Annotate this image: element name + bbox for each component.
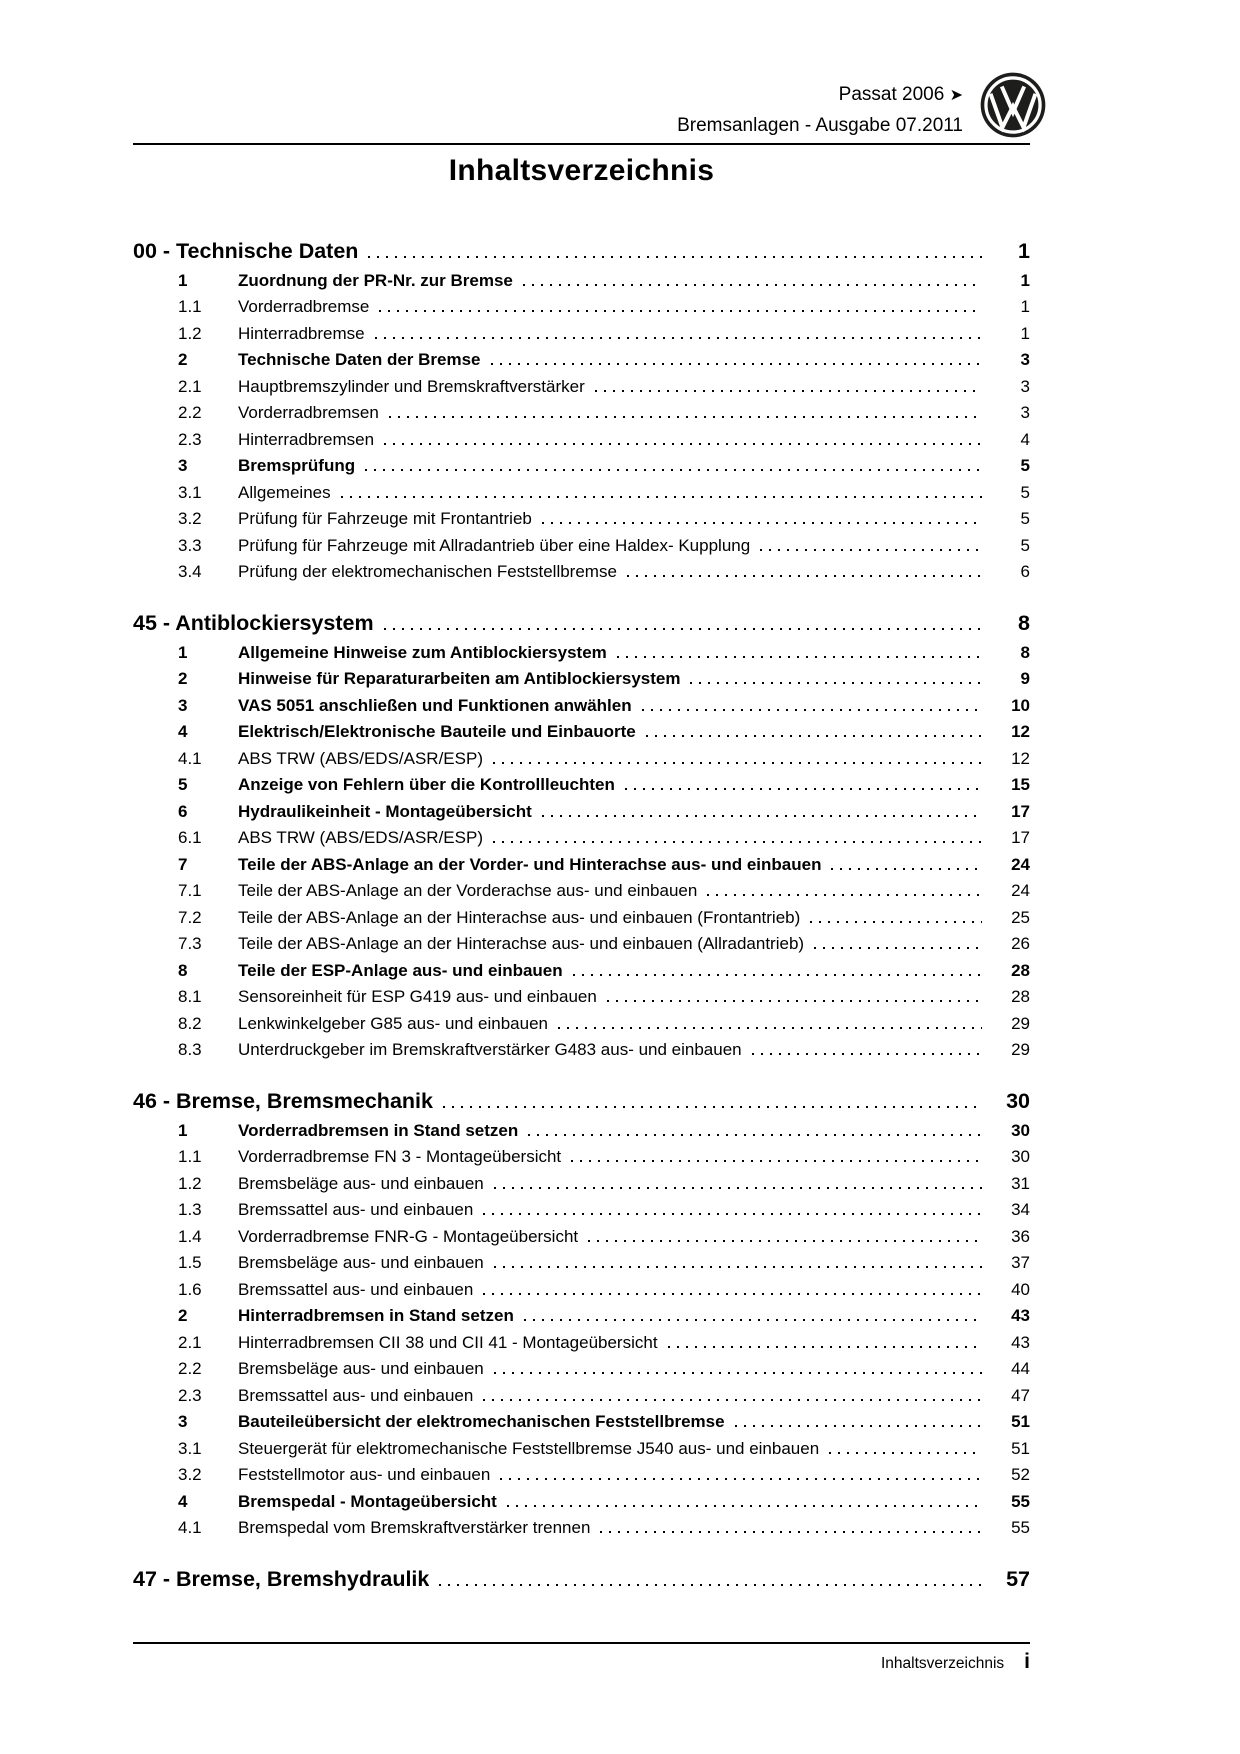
toc-entry-label: Unterdruckgeber im Bremskraftverstärker G483 aus- und einbauen [238,1040,742,1059]
toc-chapter-label: 00 - Technische Daten [133,239,359,263]
leader-dots [617,656,982,658]
leader-dots [558,1027,982,1029]
leader-dots [384,443,982,445]
toc-entry-row [133,822,1030,849]
toc-entry-label: Hinweise für Reparaturarbeiten am Antiblockiersystem [238,669,681,688]
toc-entry-row [133,769,1030,796]
toc-entry-label: Bremspedal vom Bremskraftverstärker trennen [238,1518,591,1537]
leader-dots [571,1160,982,1162]
toc-entry-label: Vorderradbremse FN 3 - Montageübersicht [238,1147,562,1166]
leader-dots [810,921,982,923]
toc-entry-number: 1.1 [178,1147,202,1166]
toc-entry-number: 3.1 [178,1438,202,1458]
toc-entry-row [133,1406,1030,1433]
header-model-line [133,80,963,111]
toc-entry-page: 4 [1020,429,1030,449]
toc-entry-number: 3.1 [178,482,202,502]
toc-entry-number: 8.3 [178,1040,202,1059]
toc-entry-label: Steuergerät für elektromechanische Feststellbremse J540 aus- und einbauen [238,1438,820,1458]
toc-entry-number: 3 [178,456,188,475]
toc-entry-page: 8 [1020,642,1030,662]
leader-dots [625,788,982,790]
toc-entry-number: 4 [178,722,188,741]
toc-entry-page: 31 [1011,1173,1030,1193]
toc-entry-label: Teile der ABS-Anlage an der Vorder- und Hinterachse aus- und einbauen [238,854,822,874]
leader-dots [500,1478,982,1480]
toc-entry-page: 55 [1011,1491,1030,1511]
toc-chapter-page: 30 [1006,1089,1030,1113]
toc-entry-number: 2 [178,669,188,688]
toc-entry-row [133,663,1030,690]
toc-entry-page: 12 [1011,722,1030,741]
toc-chapter-label: 45 - Antiblockiersystem [133,611,374,635]
toc-entry-row [133,689,1030,716]
toc-entry-row [133,875,1030,902]
toc-entry-number: 3.2 [178,1465,202,1484]
toc-entry-page: 5 [1020,535,1030,555]
toc-entry-page: 15 [1011,775,1030,794]
leader-dots [384,628,982,630]
toc-entry-page: 5 [1020,482,1030,502]
toc-entry-label: Bremssattel aus- und einbauen [238,1200,474,1219]
toc-entry-label: Bremsbeläge aus- und einbauen [238,1173,484,1193]
leader-dots [814,947,982,949]
toc-entry-page: 1 [1020,323,1030,343]
toc-entry-page: 52 [1011,1465,1030,1484]
leader-dots [642,709,982,711]
toc-entry-page: 9 [1020,669,1030,688]
toc-entry-row [133,1379,1030,1406]
toc-entry-number: 1 [178,1120,188,1140]
toc-entry-row [133,1141,1030,1168]
toc-entry-label: Vorderradbremse FNR-G - Montageübersicht [238,1226,579,1246]
leader-dots [483,1293,982,1295]
toc-entry-number: 3 [178,1412,188,1431]
leader-dots [507,1505,982,1507]
toc-entry-number: 1.4 [178,1226,202,1246]
toc-entry-row [133,954,1030,981]
toc-entry-label: Vorderradbremse [238,297,370,316]
toc-entry-row [133,901,1030,928]
toc-entry-label: Bremsbeläge aus- und einbauen [238,1359,484,1378]
toc-entry-row [133,1326,1030,1353]
toc-entry-page: 17 [1011,801,1030,821]
toc-entry-number: 7.1 [178,881,202,900]
footer-page-number: i [1024,1650,1030,1673]
toc-entry-number: 2 [178,1306,188,1325]
toc-entry-label: Prüfung der elektromechanischen Feststellbremse [238,562,617,581]
toc-entry-row [133,1300,1030,1327]
leader-dots [379,310,982,312]
toc-entry-label: VAS 5051 anschließen und Funktionen anwählen [238,695,632,715]
toc-entry-page: 17 [1011,828,1030,847]
toc-entry-label: Bremssattel aus- und einbauen [238,1385,474,1405]
leader-dots [483,1399,982,1401]
toc-chapter-page: 57 [1006,1567,1030,1591]
toc-entry-number: 1.2 [178,1173,202,1193]
toc-entry-page: 3 [1020,350,1030,369]
leader-dots [600,1531,982,1533]
toc-entry-row [133,344,1030,371]
toc-entry-number: 8.1 [178,987,202,1006]
page-footer [133,1650,1030,1674]
page-title: Inhaltsverzeichnis [448,154,715,187]
toc-entry-number: 2.3 [178,1385,202,1405]
toc-entry-page: 5 [1020,509,1030,528]
header-divider [133,143,1030,145]
toc-entry-label: Hinterradbremsen [238,429,375,449]
toc-entry-row [133,1194,1030,1221]
toc-entry-page: 28 [1011,987,1030,1006]
toc-entry-label: ABS TRW (ABS/EDS/ASR/ESP) [238,748,483,768]
toc-entry-label: Feststellmotor aus- und einbauen [238,1465,491,1484]
toc-entry-page: 1 [1020,297,1030,316]
toc-entry-page: 26 [1011,934,1030,953]
toc-entry-number: 2.1 [178,376,202,396]
toc-entry-number: 7 [178,854,188,874]
leader-dots [668,1346,982,1348]
table-of-contents [133,210,1030,1592]
toc-entry-row [133,795,1030,822]
toc-entry-number: 8.2 [178,1013,202,1033]
toc-entry-number: 1.6 [178,1279,202,1299]
toc-entry-number: 2.2 [178,403,202,422]
toc-entry-page: 55 [1011,1518,1030,1537]
vw-logo [980,72,1046,138]
toc-entry-label: Sensoreinheit für ESP G419 aus- und einbauen [238,987,597,1006]
toc-entry-page: 24 [1011,854,1030,874]
leader-dots [483,1213,982,1215]
toc-entry-row [133,742,1030,769]
toc-entry-label: Vorderradbremsen [238,403,379,422]
toc-entry-page: 3 [1020,403,1030,422]
toc-entry-label: Zuordnung der PR-Nr. zur Bremse [238,270,513,290]
toc-entry-label: Hydraulikeinheit - Montageübersicht [238,801,532,821]
leader-dots [607,1000,982,1002]
toc-entry-row [133,529,1030,556]
toc-entry-label: Bremssattel aus- und einbauen [238,1279,474,1299]
toc-entry-label: Prüfung für Fahrzeuge mit Allradantrieb über eine Haldex- Kupplung [238,535,751,555]
toc-entry-page: 44 [1011,1359,1030,1378]
leader-dots [494,1372,982,1374]
toc-chapter-row [133,228,1030,264]
toc-entry-label: Hinterradbremsen CII 38 und CII 41 - Montageübersicht [238,1332,658,1352]
toc-entry-number: 1.3 [178,1200,202,1219]
leader-dots [707,894,982,896]
toc-entry-number: 7.2 [178,907,202,927]
toc-entry-number: 3 [178,695,188,715]
toc-entry-number: 1.2 [178,323,202,343]
toc-entry-row [133,716,1030,743]
toc-entry-label: Anzeige von Fehlern über die Kontrollleuchten [238,775,615,794]
leader-dots [528,1134,982,1136]
toc-entry-row [133,291,1030,318]
toc-entry-number: 2.3 [178,429,202,449]
toc-entry-page: 47 [1011,1385,1030,1405]
leader-dots [735,1425,982,1427]
toc-entry-row [133,1512,1030,1539]
toc-entry-row [133,981,1030,1008]
leader-dots [760,549,982,551]
toc-entry-page: 40 [1011,1279,1030,1299]
toc-entry-number: 4.1 [178,1518,202,1537]
toc-entry-row [133,1459,1030,1486]
toc-entry-label: Teile der ESP-Anlage aus- und einbauen [238,960,563,980]
toc-entry-row [133,848,1030,875]
toc-entry-number: 1.1 [178,297,202,316]
leader-dots [375,337,982,339]
toc-entry-row [133,1485,1030,1512]
toc-entry-row [133,503,1030,530]
toc-entry-label: Prüfung für Fahrzeuge mit Frontantrieb [238,509,532,528]
toc-entry-page: 37 [1011,1253,1030,1272]
leader-dots [523,284,982,286]
leader-dots [491,363,983,365]
toc-entry-row [133,450,1030,477]
leader-dots [595,390,982,392]
leader-dots [588,1240,982,1242]
toc-chapter-label: 47 - Bremse, Bremshydraulik [133,1567,430,1591]
leader-dots [690,682,982,684]
toc-entry-page: 6 [1020,562,1030,581]
toc-entry-label: Hinterradbremse [238,323,365,343]
leader-dots [493,762,982,764]
toc-entry-label: Allgemeine Hinweise zum Antiblockiersystem [238,642,607,662]
toc-entry-row [133,1432,1030,1459]
toc-entry-row [133,1114,1030,1141]
toc-entry-number: 4.1 [178,748,202,768]
toc-entry-row [133,264,1030,291]
toc-entry-row [133,1167,1030,1194]
toc-entry-row [133,317,1030,344]
toc-entry-number: 3.3 [178,535,202,555]
toc-entry-label: Lenkwinkelgeber G85 aus- und einbauen [238,1013,549,1033]
toc-entry-label: Allgemeines [238,482,331,502]
toc-entry-label: Vorderradbremsen in Stand setzen [238,1120,519,1140]
toc-entry-number: 2 [178,350,188,369]
leader-dots [542,522,982,524]
toc-entry-number: 2.1 [178,1332,202,1352]
footer-divider [133,1642,1030,1644]
toc-entry-number: 3.2 [178,509,202,528]
toc-chapter-row [133,600,1030,636]
header-model-text: Passat 2006 [838,84,945,105]
toc-entry-label: Bauteileübersicht der elektromechanischen Feststellbremse [238,1412,725,1431]
toc-entry-label: Bremspedal - Montageübersicht [238,1491,497,1511]
toc-entry-label: Bremsprüfung [238,456,356,475]
leader-dots [439,1584,982,1586]
leader-dots [542,815,982,817]
toc-entry-number: 1 [178,270,188,290]
leader-dots [341,496,982,498]
toc-entry-label: Bremsbeläge aus- und einbauen [238,1253,484,1272]
toc-entry-number: 4 [178,1491,188,1511]
toc-entry-page: 36 [1011,1226,1030,1246]
toc-entry-row [133,556,1030,583]
arrow-right-icon: ➤ [949,87,963,104]
toc-chapter-row [133,1556,1030,1592]
leader-dots [494,1187,982,1189]
footer-label: Inhaltsverzeichnis [880,1655,1005,1672]
toc-entry-page: 34 [1011,1200,1030,1219]
leader-dots [365,469,982,471]
toc-entry-page: 5 [1020,456,1030,475]
toc-entry-row [133,1247,1030,1274]
leader-dots [829,1452,982,1454]
toc-entry-label: Teile der ABS-Anlage an der Hinterachse aus- und einbauen (Allradantrieb) [238,934,805,953]
leader-dots [646,735,982,737]
toc-entry-row [133,928,1030,955]
toc-entry-page: 51 [1011,1412,1030,1431]
leader-dots [752,1053,982,1055]
toc-chapter-row [133,1078,1030,1114]
toc-entry-row [133,636,1030,663]
leader-dots [368,256,982,258]
toc-entry-page: 25 [1011,907,1030,927]
toc-entry-label: Technische Daten der Bremse [238,350,481,369]
toc-entry-row [133,1007,1030,1034]
toc-entry-label: Hinterradbremsen in Stand setzen [238,1306,514,1325]
leader-dots [494,1266,982,1268]
toc-entry-number: 3.4 [178,562,202,581]
toc-entry-number: 7.3 [178,934,202,953]
toc-entry-number: 6 [178,801,188,821]
toc-entry-label: Elektrisch/Elektronische Bauteile und Einbauorte [238,722,636,741]
toc-entry-page: 28 [1011,960,1030,980]
toc-entry-number: 2.2 [178,1359,202,1378]
toc-entry-row [133,1034,1030,1061]
page-header [133,80,963,141]
toc-entry-label: Hauptbremszylinder und Bremskraftverstärker [238,376,585,396]
leader-dots [443,1106,982,1108]
toc-entry-page: 30 [1011,1147,1030,1166]
toc-entry-label: ABS TRW (ABS/EDS/ASR/ESP) [238,828,483,847]
toc-entry-label: Teile der ABS-Anlage an der Vorderachse aus- und einbauen [238,881,698,900]
toc-chapter-page: 1 [1018,239,1030,263]
leader-dots [831,868,982,870]
leader-dots [389,416,982,418]
toc-chapter-label: 46 - Bremse, Bremsmechanik [133,1089,433,1113]
leader-dots [573,974,982,976]
toc-entry-page: 30 [1011,1120,1030,1140]
toc-entry-number: 1 [178,642,188,662]
toc-entry-row [133,370,1030,397]
toc-chapter-page: 8 [1018,611,1030,635]
toc-entry-page: 3 [1020,376,1030,396]
leader-dots [493,841,982,843]
toc-entry-page: 12 [1011,748,1030,768]
toc-entry-row [133,1353,1030,1380]
toc-entry-row [133,476,1030,503]
toc-entry-row [133,397,1030,424]
toc-entry-row [133,423,1030,450]
toc-entry-label: Teile der ABS-Anlage an der Hinterachse aus- und einbauen (Frontantrieb) [238,907,801,927]
toc-entry-page: 43 [1011,1332,1030,1352]
toc-entry-number: 8 [178,960,188,980]
toc-entry-page: 43 [1011,1306,1030,1325]
toc-entry-page: 24 [1011,881,1030,900]
toc-entry-number: 5 [178,775,188,794]
toc-entry-page: 29 [1011,1013,1030,1033]
header-edition-line: Bremsanlagen - Ausgabe 07.2011 [677,115,963,136]
leader-dots [524,1319,982,1321]
toc-entry-page: 1 [1020,270,1030,290]
toc-entry-row [133,1273,1030,1300]
leader-dots [627,575,982,577]
toc-entry-number: 6.1 [178,828,202,847]
toc-entry-number: 1.5 [178,1253,202,1272]
toc-entry-page: 10 [1011,695,1030,715]
toc-entry-page: 29 [1011,1040,1030,1059]
toc-entry-page: 51 [1011,1438,1030,1458]
toc-entry-row [133,1220,1030,1247]
